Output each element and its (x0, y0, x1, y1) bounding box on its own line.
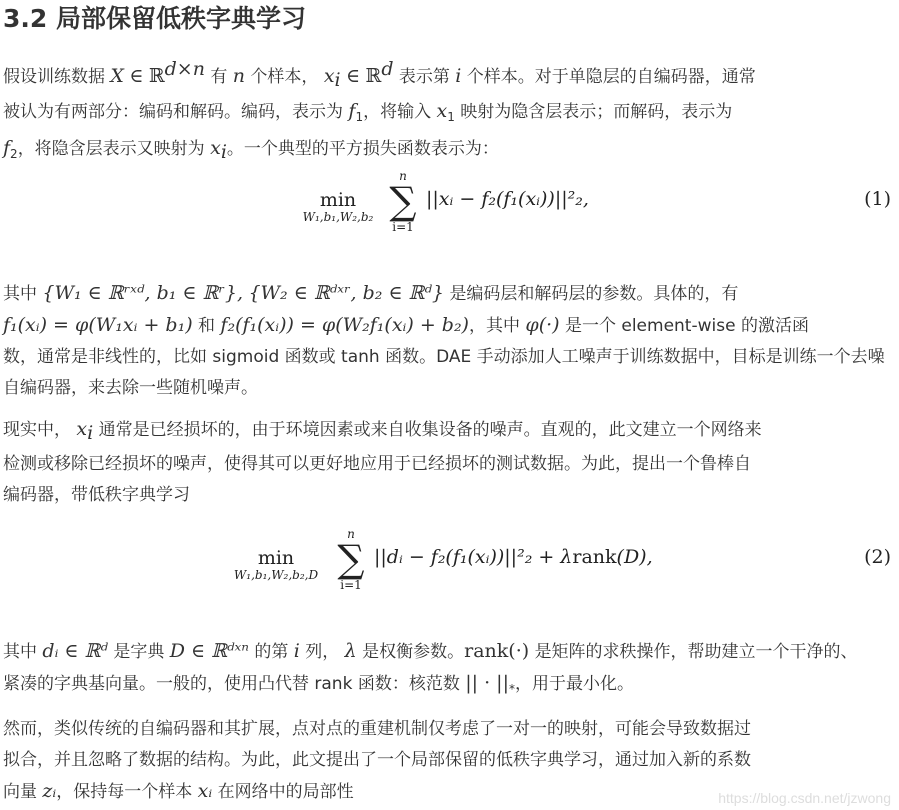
equation-1 (0, 170, 899, 240)
paragraph-4: 其中 dᵢ ∈ ℝᵈ 是字典 D ∈ ℝᵈˣⁿ 的第 i 列， λ 是权衡参数。rank(·) 是矩阵的求秩操作，帮助建立一个干净的、 紧凑的字典基向量。一般的，使用凸代替 rank 函数：核范数 || · $||_*$，用于最小化。 (3, 640, 858, 696)
section-heading: 3.2 局部保留低秩字典学习 (3, 4, 306, 33)
equation-1-number: (1) (864, 188, 891, 210)
sum-operator: n ∑ i=1 (389, 169, 417, 234)
equation-2-number: (2) (864, 546, 891, 568)
equation-2 (0, 528, 899, 598)
min-operator: min W₁,b₁,W₂,b₂ (302, 189, 374, 224)
paragraph-3: 现实中， $x_i$ 通常是已经损坏的，由于环境因素或来自收集设备的噪声。直观的，此文建立一个网络来 检测或移除已经损坏的噪声，使得其可以更好地应用于已经损坏的测试数据。为此，提出一个鲁棒自 编码器，带低秩字典学习 (3, 418, 762, 505)
paragraph-2: 其中 {W₁ ∈ ℝʳˣᵈ, b₁ ∈ ℝʳ}, {W₂ ∈ ℝᵈˣʳ, b₂ ∈ ℝᵈ} 是编码层和解码层的参数。具体的，有 f₁(xᵢ) = φ(W₁xᵢ + b₁) 和 f₂(f₁(xᵢ)) = φ(W₂f₁(xᵢ) + b₂)，其中 φ(·) 是一个 element-wise 的激活函 数，通常是非线性的，比如 sigmoid 函数或 tanh 函数。DAE 手动添加人工噪声于训练数据中，目标是训练一个去噪 自编码器，来去除一些随机噪声。 (3, 282, 885, 398)
paragraph-1: 假设训练数据 X ∈ ℝ$^{d\times n}$ 有 n 个样本， $x_i$ ∈ ℝ$^d$ 表示第 i 个样本。对于单隐层的自编码器，通常 被认为有两部分：编码和解码。编码，表示为 $f_1$，将输入 $x_1$ 映射为隐含层表示；而解码，表示为 $f_2$，将隐含层表示又映射为 $x_i$。一个典型的平方损失函数表示为： (3, 58, 756, 163)
min-operator: min W₁,b₁,W₂,b₂,D (233, 547, 319, 582)
watermark: https://blog.csdn.net/jzwong (718, 790, 891, 806)
paragraph-5: 然而，类似传统的自编码器和其扩展，点对点的重建机制仅考虑了一对一的映射，可能会导致数据过 拟合，并且忽略了数据的结构。为此，此文提出了一个局部保留的低秩字典学习，通过加入新的系数 向量 zᵢ，保持每一个样本 xᵢ 在网络中的局部性 (3, 719, 751, 802)
equation-2-body: ||dᵢ − f₂(f₁(xᵢ))||²₂ + λrank(D), (374, 546, 653, 568)
equation-1-body: ||xᵢ − f₂(f₁(xᵢ))||²₂, (426, 188, 589, 210)
sum-operator: n ∑ i=1 (337, 527, 365, 592)
